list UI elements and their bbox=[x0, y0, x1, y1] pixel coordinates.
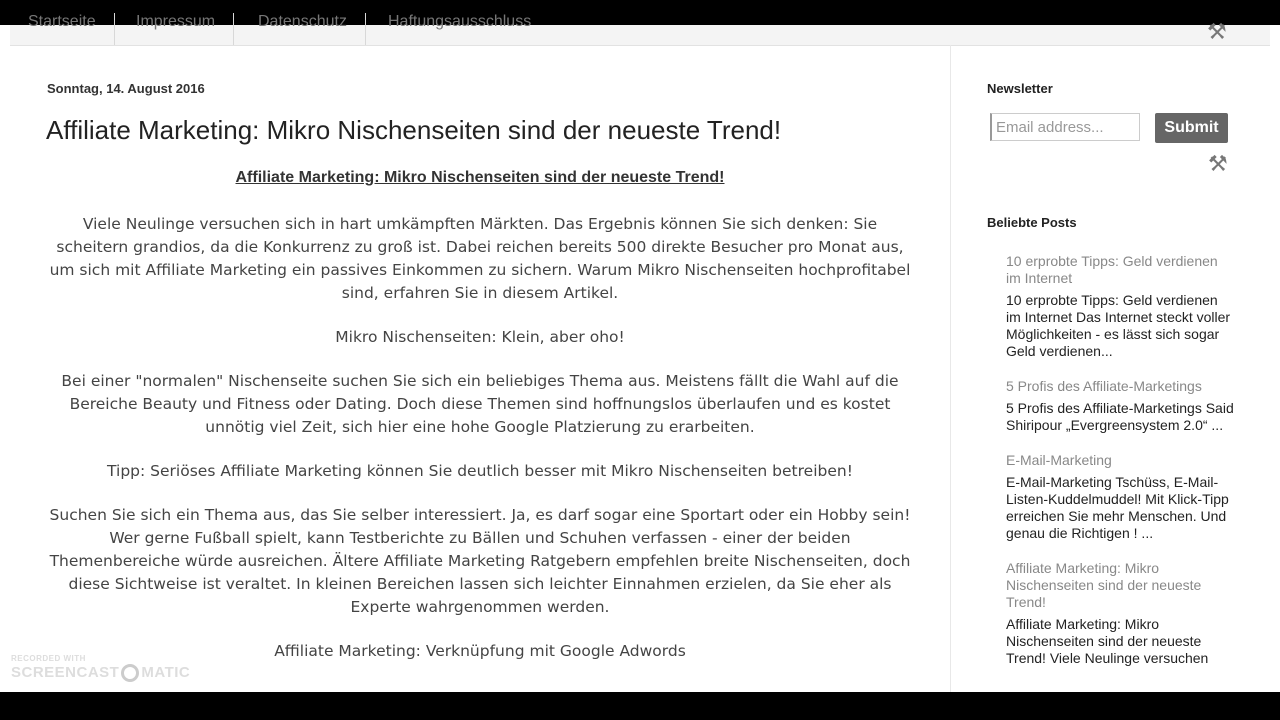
post-date: Sonntag, 14. August 2016 bbox=[47, 81, 205, 96]
popular-post-title[interactable]: E-Mail-Marketing bbox=[1006, 452, 1112, 468]
wrench-screwdriver-icon[interactable]: ⚒ bbox=[1207, 19, 1227, 44]
column-divider bbox=[950, 45, 951, 692]
watermark-brand-right: MATIC bbox=[141, 664, 191, 681]
newsletter-heading: Newsletter bbox=[987, 81, 1053, 96]
post-subheading: Affiliate Marketing: Verknüpfung mit Google Adwords bbox=[274, 642, 686, 660]
popular-post-snippet: E-Mail-Marketing Tschüss, E-Mail-Listen-Kuddelmuddel! Mit Klick-Tipp erreichen Sie mehr Menschen. Und genau die Richtigen ! ... bbox=[1006, 474, 1229, 541]
post-title[interactable]: Affiliate Marketing: Mikro Nischenseiten sind der neueste Trend! bbox=[46, 115, 782, 145]
nav-item-haftungsausschluss[interactable]: Haftungsausschluss bbox=[388, 13, 532, 30]
watermark-brand-left: SCREENCAST bbox=[11, 664, 120, 681]
watermark-recorded-with: RECORDED WITH bbox=[11, 654, 86, 663]
nav-item-impressum[interactable]: Impressum bbox=[136, 13, 234, 45]
top-navigation bbox=[10, 13, 1270, 46]
nav-item-startseite[interactable]: Startseite bbox=[28, 13, 115, 45]
screencast-logo-icon bbox=[121, 664, 139, 682]
popular-post-item bbox=[1006, 560, 1236, 667]
post-subheading: Mikro Nischenseiten: Klein, aber oho! bbox=[335, 328, 625, 346]
popular-post-title[interactable]: 10 erprobte Tipps: Geld verdienen im Internet bbox=[1006, 253, 1218, 286]
popular-post-item bbox=[1006, 452, 1236, 542]
post-paragraph: Suchen Sie sich ein Thema aus, das Sie selber interessiert. Ja, es darf sogar eine Sportart oder ein Hobby sein! Wer gerne Fußball spielt, kann Testberichte zu Bällen und Schuhen verfassen - einer der beiden Themenbereiche würde ausreichen. Ältere Affiliate Marketing Ratgebern empfehlen breite Nischenseiten, doch diese Sichtweise ist veraltet. In kleinen Bereichen lassen sich leichter Einnahmen erzielen, da Sie eher als Experte wahrgenommen werden. bbox=[49, 506, 911, 616]
video-letterbox-bottom bbox=[0, 692, 1280, 720]
newsletter-submit-button[interactable]: Submit bbox=[1155, 113, 1228, 143]
popular-post-title[interactable]: Affiliate Marketing: Mikro Nischenseiten sind der neueste Trend! bbox=[1006, 560, 1202, 610]
post-body bbox=[47, 165, 913, 684]
post-body-heading: Affiliate Marketing: Mikro Nischenseiten sind der neueste Trend! bbox=[235, 169, 725, 186]
post-paragraph: Viele Neulinge versuchen sich in hart umkämpften Märkten. Das Ergebnis können Sie sich denken: Sie scheitern grandios, da die Konkurrenz zu groß ist. Dabei reichen bereits 500 direkte Besucher pro Monat aus, um sich mit Affiliate Marketing ein passives Einkommen zu sichern. Warum Mikro Nischenseiten hochprofitabel sind, erfahren Sie in diesem Artikel. bbox=[49, 215, 911, 302]
popular-post-item bbox=[1006, 378, 1236, 434]
screencast-o-matic-watermark bbox=[11, 654, 190, 682]
popular-posts-list bbox=[1006, 253, 1236, 685]
nav-item-datenschutz[interactable]: Datenschutz bbox=[258, 13, 366, 45]
newsletter-email-input[interactable] bbox=[990, 113, 1140, 141]
popular-post-item bbox=[1006, 253, 1236, 360]
popular-post-snippet: 5 Profis des Affiliate-Marketings Said Shiripour „Evergreensystem 2.0“ ... bbox=[1006, 400, 1234, 433]
popular-post-title[interactable]: 5 Profis des Affiliate-Marketings bbox=[1006, 378, 1202, 394]
popular-posts-heading: Beliebte Posts bbox=[987, 215, 1077, 230]
wrench-screwdriver-icon[interactable]: ⚒ bbox=[1208, 151, 1228, 176]
popular-post-snippet: 10 erprobte Tipps: Geld verdienen im Internet Das Internet steckt voller Möglichkeiten - es lässt sich sogar Geld verdienen... bbox=[1006, 292, 1231, 359]
popular-post-snippet: Affiliate Marketing: Mikro Nischenseiten sind der neueste Trend! Viele Neulinge versuchen bbox=[1006, 616, 1209, 666]
post-paragraph: Bei einer "normalen" Nischenseite suchen Sie sich ein beliebiges Thema aus. Meistens fällt die Wahl auf die Bereiche Beauty und Fitness oder Dating. Doch diese Themen sind hoffnungslos überlaufen und es kostet unnötig viel Zeit, sich hier eine hohe Google Platzierung zu erarbeiten. bbox=[61, 372, 899, 436]
post-tip: Tipp: Seriöses Affiliate Marketing können Sie deutlich besser mit Mikro Nischenseiten betreiben! bbox=[107, 462, 853, 480]
